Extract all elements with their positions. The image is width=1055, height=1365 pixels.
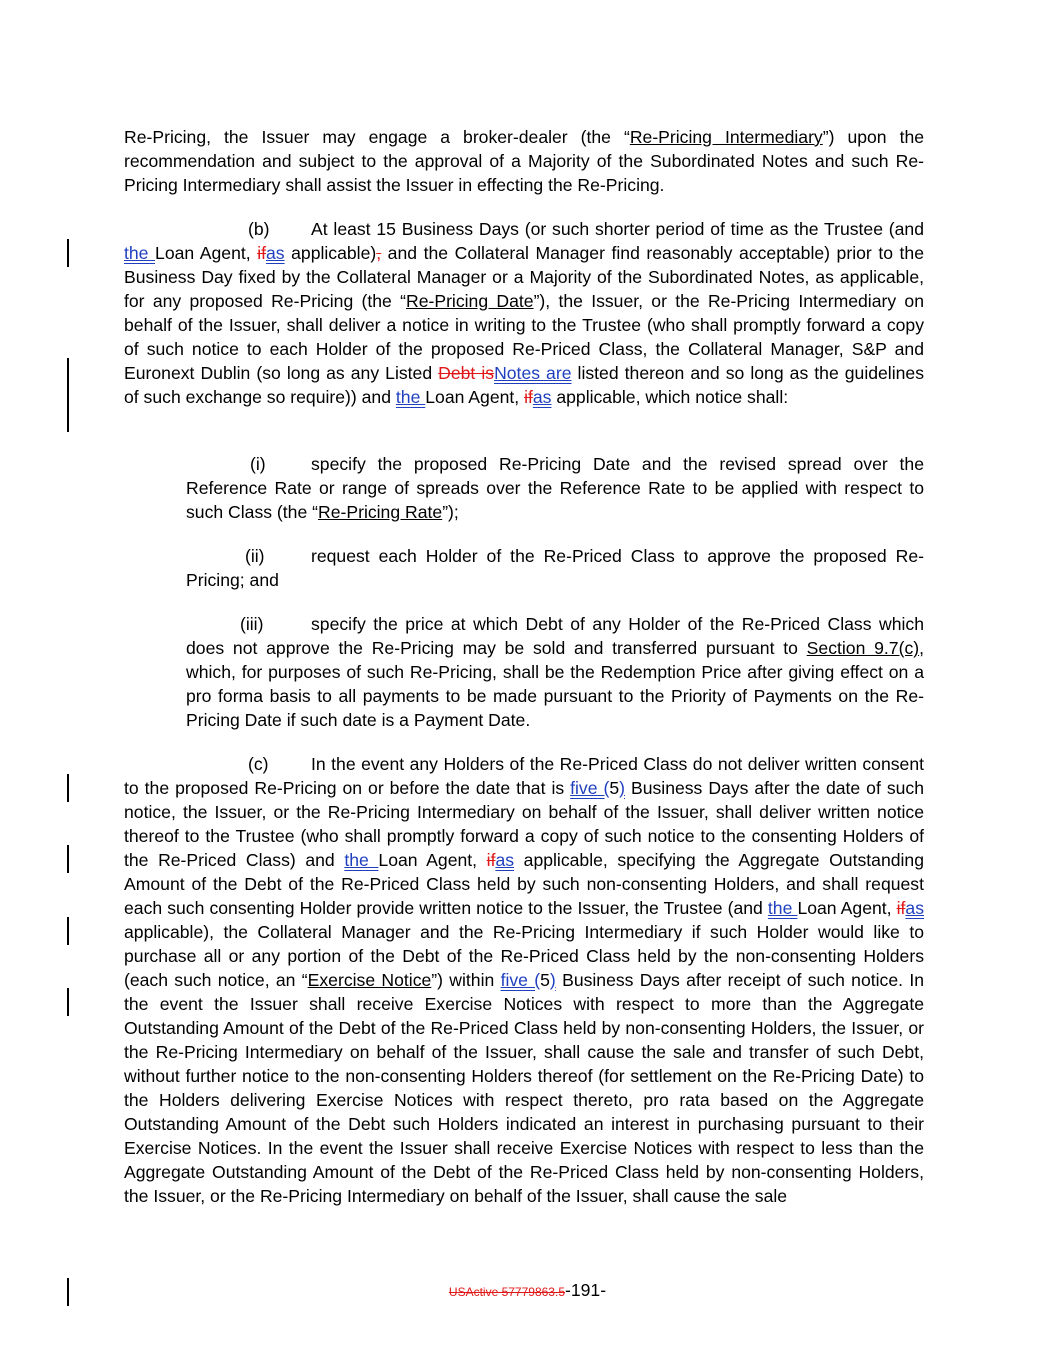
inserted-text: )	[549, 970, 556, 990]
text: and the Collateral Manager find reasonably acceptable) prior to the Business Day fixed by the Collateral Manager or a Majority of the Subordinated Notes, as applicable, for any proposed Re-Pricing (the “	[124, 243, 925, 311]
inserted-text: as	[265, 243, 285, 263]
text: applicable, specifying the Aggregate Outstanding Amount of the Debt of the Re-Priced Class held by such non-consenting Holders, and shall request each such consenting Holder provide written notice to the Issuer, the Trustee (and	[124, 850, 924, 918]
defined-term: Exercise Notice	[307, 970, 432, 990]
text: Loan Agent,	[425, 387, 525, 407]
deleted-text: if	[896, 898, 906, 918]
text: listed thereon and so long as the guidelines of such exchange so require)) and	[124, 363, 924, 407]
inserted-text: Notes are	[494, 363, 572, 383]
text: applicable), the Collateral Manager and the Re-Pricing Intermediary if such Holder would like to purchase all or any portion of the Debt of the Re-Priced Class held by the non-consenting Holders (each such notice, an “	[124, 922, 924, 990]
page-footer	[0, 1280, 1055, 1301]
inserted-text: )	[619, 778, 625, 798]
deleted-text: Debt is	[438, 363, 495, 383]
list-item-i	[186, 452, 924, 524]
list-item-iii	[186, 612, 924, 732]
paragraph-b	[124, 217, 924, 409]
text: 5	[540, 970, 550, 990]
inserted-text: the	[124, 243, 156, 263]
text: Business Days after receipt of such notice. In the event the Issuer shall receive Exercise Notices with respect to more than the Aggregate Outstanding Amount of the Debt of the Re-Priced Class held by non-consenting Holders, the Issuer, or the Re-Pricing Intermediary on behalf of the Issuer, shall cause the sale and transfer of such Debt, without further notice to the non-consenting Holders thereof (for settlement on the Re-Pricing Date) to the Holders delivering Exercise Notices with respect thereto, pro rata based on the Aggregate Outstanding Amount of the Debt such Holders indicated an interest in purchasing pursuant to their Exercise Notices. In the event the Issuer shall receive Exercise Notices with respect to less than the Aggregate Outstanding Amount of the Debt of the Re-Priced Class held by non-consenting Holders, the Issuer, or the Re-Pricing Intermediary on behalf of the Issuer, shall cause the sale	[124, 970, 924, 1206]
text: At least 15 Business Days (or such shorter period of time as the Trustee (and	[311, 219, 924, 239]
change-bar	[67, 382, 69, 432]
deleted-text: if	[524, 387, 533, 407]
text: 5	[609, 778, 620, 798]
text: ”);	[442, 502, 459, 522]
list-item-ii	[186, 544, 924, 592]
paragraph-intro	[124, 125, 924, 197]
paragraph-label: (c)	[248, 754, 269, 774]
text: specify the proposed Re-Pricing Date and the revised spread over the Reference Rate or range of spreads over the Reference Rate to be applied with respect to such Class (the “	[186, 454, 924, 522]
text: Loan Agent,	[797, 898, 897, 918]
inserted-text: as	[495, 850, 515, 870]
text: Business Days after the date of such notice, the Issuer, or the Re-Pricing Intermediary on behalf of the Issuer, shall deliver written notice thereof to the Trustee (who shall promptly forward a copy of such notice to the consenting Holders of the Re-Priced Class) and	[124, 778, 924, 870]
section-reference: Section 9.7(c)	[806, 638, 920, 658]
inserted-text: five (	[570, 778, 610, 798]
paragraph-c	[124, 752, 924, 1208]
item-label: (ii)	[245, 546, 265, 566]
defined-term: Re-Pricing Date	[405, 291, 534, 311]
text: applicable, which notice shall:	[551, 387, 789, 407]
change-bar	[67, 774, 69, 802]
inserted-text: the	[344, 850, 379, 870]
inserted-text: as	[905, 898, 924, 918]
text: ”) upon the recommendation and subject to the approval of a Majority of the Subordinated Notes and such Re-Pricing Intermediary shall assist the Issuer in effecting the Re-Pricing.	[124, 127, 925, 195]
item-label: (i)	[250, 454, 266, 474]
defined-term: Re-Pricing Intermediary	[629, 127, 823, 147]
defined-term: Re-Pricing Rate	[318, 502, 443, 522]
inserted-text: five (	[500, 970, 541, 990]
item-label: (iii)	[240, 614, 264, 634]
change-bar	[67, 917, 69, 945]
text: specify the price at which Debt of any Holder of the Re-Priced Class which does not approve the Re-Pricing may be sold and transferred pursuant to	[186, 614, 924, 658]
text: In the event any Holders of the Re-Priced Class do not deliver written consent to the proposed Re-Pricing on or before the date that is	[124, 754, 924, 798]
inserted-text: the	[395, 387, 426, 407]
change-bar	[67, 845, 69, 873]
text: request each Holder of the Re-Priced Class to approve the proposed Re-Pricing; and	[186, 546, 924, 590]
text: Loan Agent,	[378, 850, 487, 870]
text: applicable)	[284, 243, 377, 263]
text: ”), the Issuer, or the Re-Pricing Intermediary on behalf of the Issuer, shall deliver a notice in writing to the Trustee (who shall promptly forward a copy of such notice to each Holder of the proposed Re-Priced Class, the Collateral Manager, S&P and Euronext Dublin (so long as any Listed	[124, 291, 924, 383]
text: Loan Agent,	[155, 243, 258, 263]
paragraph-label: (b)	[248, 219, 270, 239]
text: Re-Pricing, the Issuer may engage a broker-dealer (the “	[124, 127, 630, 147]
text: ”) within	[431, 970, 501, 990]
inserted-text: the	[767, 898, 798, 918]
change-bar	[67, 988, 69, 1016]
text: , which, for purposes of such Re-Pricing, shall be the Redemption Price after giving effect on a pro forma basis to all payments to be made pursuant to the Priority of Payments on the Re-Pricing Date if such date is a Payment Date.	[186, 638, 924, 730]
deleted-text: if	[486, 850, 496, 870]
change-bar	[67, 239, 69, 267]
page-number: -191-	[565, 1280, 607, 1300]
deleted-text: ,	[376, 243, 382, 263]
inserted-text: as	[532, 387, 552, 407]
deleted-document-id: USActive 57779863.5	[448, 1285, 565, 1299]
deleted-text: if	[257, 243, 266, 263]
